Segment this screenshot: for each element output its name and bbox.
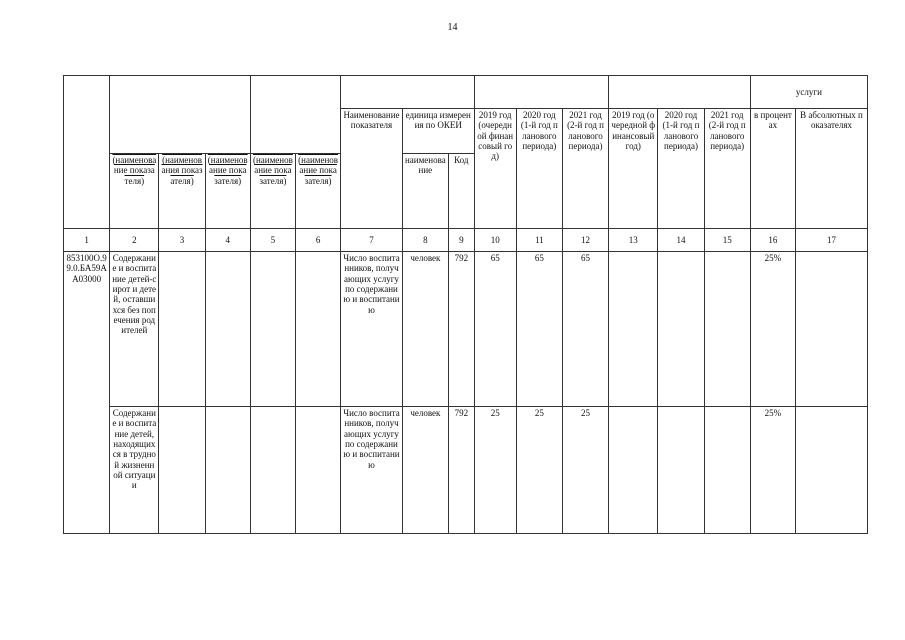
col-num-6: 6: [296, 229, 341, 252]
cell-empty: [296, 407, 341, 534]
indicator-name: Число воспитанников, получающих услугу по содержанию и воспитанию: [341, 252, 403, 407]
header-blank-6: [609, 76, 751, 109]
header-2020-a: 2020 год (1-й год планового периода): [516, 109, 562, 229]
col-num-13: 13: [609, 229, 658, 252]
sub-indicator-5: (наименование показателя): [250, 154, 295, 229]
header-blank-4: [341, 76, 474, 109]
col-num-1: 1: [64, 229, 110, 252]
col-num-2: 2: [110, 229, 159, 252]
cell-empty: [609, 407, 658, 534]
header-2021-b: 2021 год (2-й год планового периода): [704, 109, 750, 229]
col-num-16: 16: [750, 229, 795, 252]
cell-empty: [250, 407, 295, 534]
unit-name: человек: [402, 252, 448, 407]
cell-empty: [658, 407, 704, 534]
cell-empty: [159, 407, 205, 534]
header-indicator-name: Наименование показателя: [341, 109, 403, 229]
cell-empty: [205, 407, 250, 534]
cell-empty: [205, 252, 250, 407]
indicator-name: Число воспитанников, получающих услугу по содержанию и воспитанию: [341, 407, 403, 534]
header-2019-a: 2019 год (очередной финансовый год): [474, 109, 516, 229]
col-num-3: 3: [159, 229, 205, 252]
col-num-10: 10: [474, 229, 516, 252]
col-num-8: 8: [402, 229, 448, 252]
col-num-5: 5: [250, 229, 295, 252]
header-services: услуги: [750, 76, 867, 109]
col-num-17: 17: [795, 229, 867, 252]
col-num-11: 11: [516, 229, 562, 252]
cell-empty: [296, 252, 341, 407]
col-num-12: 12: [562, 229, 608, 252]
col-num-14: 14: [658, 229, 704, 252]
cell-empty: [250, 252, 295, 407]
header-unit-okei: единица измерения по ОКЕИ: [402, 109, 474, 154]
value-2021: 25: [562, 407, 608, 534]
header-blank-1: [64, 76, 110, 229]
okei-code: 792: [448, 252, 474, 407]
sub-indicator-3: (наименования показателя): [159, 154, 205, 229]
header-unit-name: наименование: [402, 154, 448, 229]
col-num-7: 7: [341, 229, 403, 252]
header-blank-3: [250, 76, 340, 154]
value-2019: 65: [474, 252, 516, 407]
cell-empty: [658, 252, 704, 407]
table-row: [64, 407, 868, 534]
quality-indicators-table: [63, 75, 868, 534]
service-content: Содержание и воспитание детей, находящихся в трудной жизненной ситуации: [110, 407, 159, 534]
header-percent: в процентах: [750, 109, 795, 229]
unit-name: человек: [402, 407, 448, 534]
okei-code: 792: [448, 407, 474, 534]
header-absolute: В абсолютных показателях: [795, 109, 867, 229]
col-num-4: 4: [205, 229, 250, 252]
sub-indicator-2: (наименование показателя): [110, 154, 159, 229]
value-2020: 25: [516, 407, 562, 534]
page-number: 14: [447, 22, 458, 33]
cell-empty: [704, 252, 750, 407]
header-blank-5: [474, 76, 608, 109]
service-content: Содержание и воспитание детей-сирот и детей, оставшихся без попечения родителей: [110, 252, 159, 407]
header-unit-code: Код: [448, 154, 474, 229]
percent-deviation: 25%: [750, 252, 795, 407]
sub-indicator-6: (наименование показателя): [296, 154, 341, 229]
value-2020: 65: [516, 252, 562, 407]
header-blank-2: [110, 76, 251, 154]
registry-code: 853100О.99.0.БА59АА03000: [64, 252, 110, 534]
col-num-15: 15: [704, 229, 750, 252]
table-row: [64, 252, 868, 407]
cell-empty: [704, 407, 750, 534]
cell-empty: [795, 252, 867, 407]
header-2019-b: 2019 год (очередной финансовый год): [609, 109, 658, 229]
cell-empty: [795, 407, 867, 534]
value-2021: 65: [562, 252, 608, 407]
percent-deviation: 25%: [750, 407, 795, 534]
sub-indicator-4: (наименование показателя): [205, 154, 250, 229]
cell-empty: [159, 252, 205, 407]
header-2021-a: 2021 год (2-й год планового периода): [562, 109, 608, 229]
cell-empty: [609, 252, 658, 407]
col-num-9: 9: [448, 229, 474, 252]
header-2020-b: 2020 год (1-й год планового периода): [658, 109, 704, 229]
value-2019: 25: [474, 407, 516, 534]
